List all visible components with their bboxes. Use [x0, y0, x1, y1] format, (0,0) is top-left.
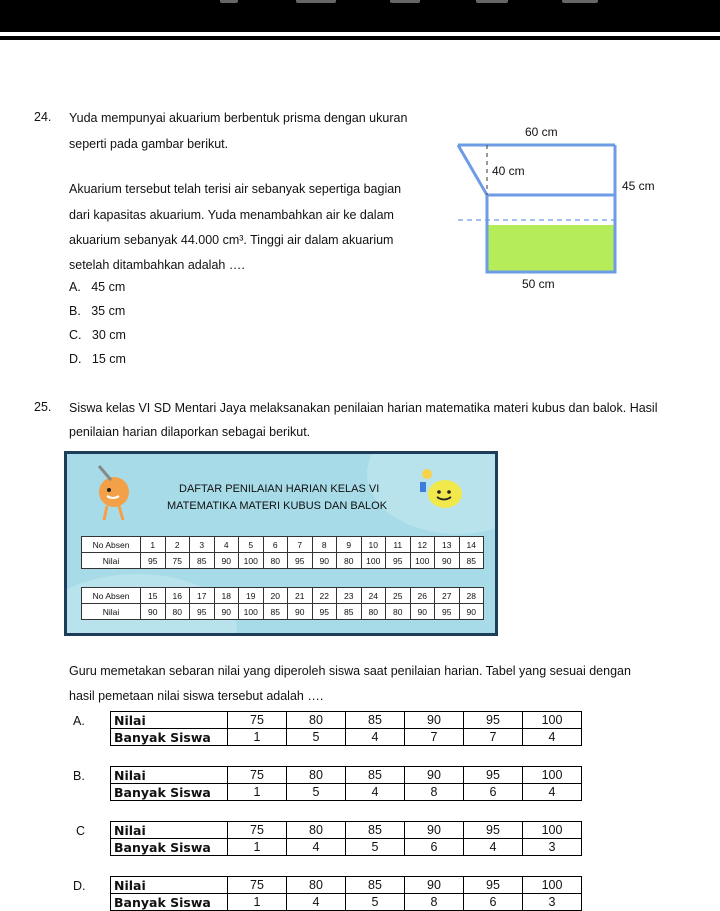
nilai-cell: 95 — [464, 877, 523, 894]
nilai-cell: 75 — [228, 877, 287, 894]
label-top: 60 cm — [525, 125, 558, 139]
banyak-cell: 7 — [464, 729, 523, 746]
label-height: 45 cm — [622, 179, 655, 193]
nilai-cell: 90 — [288, 604, 313, 620]
banyak-cell: 1 — [228, 784, 287, 801]
option-text: 30 cm — [91, 328, 126, 342]
nilai-cell: 95 — [464, 822, 523, 839]
nilai-cell: 90 — [312, 553, 337, 569]
absen-cell: 14 — [459, 537, 484, 553]
nilai-cell: 95 — [464, 712, 523, 729]
absen-cell: 8 — [312, 537, 337, 553]
option-a-table[interactable] — [110, 711, 582, 746]
absen-cell: 5 — [239, 537, 264, 553]
row-label-nilai: Nilai — [111, 822, 228, 839]
row-label-nilai: Nilai — [111, 767, 228, 784]
nilai-cell: 80 — [361, 604, 386, 620]
poster-subtitle: MATEMATIKA MATERI KUBUS DAN BALOK — [167, 500, 388, 512]
option-a[interactable] — [69, 280, 125, 294]
nilai-cell: 90 — [405, 767, 464, 784]
question-text: setelah ditambahkan adalah …. — [69, 258, 245, 272]
banyak-cell: 4 — [287, 839, 346, 856]
question-text: seperti pada gambar berikut. — [69, 137, 229, 151]
question-text: Siswa kelas VI SD Mentari Jaya melaksanakan penilaian harian matematika materi kubus dan balok. Hasil — [69, 401, 658, 415]
nilai-cell: 85 — [459, 553, 484, 569]
nilai-cell: 90 — [405, 877, 464, 894]
option-letter[interactable]: C — [76, 824, 86, 838]
aquarium-figure — [440, 118, 690, 298]
nilai-cell: 85 — [346, 767, 405, 784]
option-d-table[interactable] — [110, 876, 582, 911]
nilai-cell: 75 — [228, 712, 287, 729]
lightbulb-mascot-icon — [417, 468, 467, 516]
score-table-2 — [81, 587, 484, 620]
nilai-cell: 95 — [190, 604, 215, 620]
nilai-cell: 80 — [287, 877, 346, 894]
banyak-cell: 5 — [346, 894, 405, 911]
nilai-cell: 90 — [459, 604, 484, 620]
toolbar-tab[interactable] — [476, 0, 508, 3]
nilai-cell: 90 — [141, 604, 166, 620]
mascot-icon — [89, 462, 139, 526]
nilai-cell: 85 — [263, 604, 288, 620]
nilai-cell: 95 — [435, 604, 460, 620]
nilai-cell: 90 — [435, 553, 460, 569]
header-absen: No Absen — [82, 537, 141, 553]
nilai-cell: 95 — [464, 767, 523, 784]
nilai-cell: 75 — [228, 767, 287, 784]
nilai-cell: 80 — [287, 712, 346, 729]
row-label-banyak: Banyak Siswa — [111, 784, 228, 801]
question-text: akuarium sebanyak 44.000 cm³. Tinggi air dalam akuarium — [69, 233, 394, 247]
absen-cell: 20 — [263, 588, 288, 604]
toolbar-tab[interactable] — [296, 0, 336, 3]
absen-cell: 10 — [361, 537, 386, 553]
option-text: 15 cm — [91, 352, 126, 366]
banyak-cell: 3 — [523, 839, 582, 856]
nilai-cell: 80 — [386, 604, 411, 620]
absen-cell: 28 — [459, 588, 484, 604]
absen-cell: 26 — [410, 588, 435, 604]
option-b[interactable] — [69, 304, 125, 318]
nilai-cell: 90 — [214, 553, 239, 569]
score-table-1 — [81, 536, 484, 569]
banyak-cell: 6 — [464, 784, 523, 801]
absen-cell: 9 — [337, 537, 362, 553]
nilai-cell: 75 — [228, 822, 287, 839]
absen-cell: 2 — [165, 537, 190, 553]
absen-cell: 17 — [190, 588, 215, 604]
nilai-cell: 100 — [239, 604, 264, 620]
score-poster — [64, 451, 498, 636]
banyak-cell: 4 — [346, 729, 405, 746]
question-text: Yuda mempunyai akuarium berbentuk prisma dengan ukuran — [69, 111, 408, 125]
poster-title: DAFTAR PENILAIAN HARIAN KELAS VI — [179, 483, 380, 495]
banyak-cell: 4 — [523, 729, 582, 746]
banyak-cell: 8 — [405, 784, 464, 801]
question-text: Akuarium tersebut telah terisi air sebanyak sepertiga bagian — [69, 182, 402, 196]
nilai-cell: 90 — [405, 712, 464, 729]
option-text: 45 cm — [91, 280, 126, 294]
nilai-cell: 75 — [165, 553, 190, 569]
absen-cell: 1 — [141, 537, 166, 553]
absen-cell: 16 — [165, 588, 190, 604]
nilai-cell: 100 — [523, 822, 582, 839]
absen-cell: 19 — [239, 588, 264, 604]
nilai-cell: 85 — [346, 822, 405, 839]
absen-cell: 18 — [214, 588, 239, 604]
absen-cell: 27 — [435, 588, 460, 604]
header-absen: No Absen — [82, 588, 141, 604]
option-c[interactable] — [69, 328, 126, 342]
water-fill — [487, 225, 615, 272]
absen-cell: 22 — [312, 588, 337, 604]
nilai-cell: 85 — [190, 553, 215, 569]
banyak-cell: 4 — [464, 839, 523, 856]
banyak-cell: 5 — [287, 729, 346, 746]
banyak-cell: 6 — [405, 839, 464, 856]
option-letter[interactable]: D. — [73, 879, 86, 893]
nilai-cell: 80 — [287, 767, 346, 784]
option-letter[interactable]: B. — [73, 769, 85, 783]
nilai-cell: 100 — [523, 767, 582, 784]
banyak-cell: 4 — [287, 894, 346, 911]
banyak-cell: 3 — [523, 894, 582, 911]
option-text: 35 cm — [91, 304, 126, 318]
absen-cell: 15 — [141, 588, 166, 604]
toolbar-tab[interactable] — [390, 0, 420, 3]
absen-cell: 12 — [410, 537, 435, 553]
nilai-cell: 100 — [410, 553, 435, 569]
nilai-cell: 85 — [337, 604, 362, 620]
absen-cell: 7 — [288, 537, 313, 553]
question-text: dari kapasitas akuarium. Yuda menambahkan air ke dalam — [69, 208, 394, 222]
top-bar — [0, 0, 720, 32]
banyak-cell: 5 — [287, 784, 346, 801]
toolbar-tab[interactable] — [220, 0, 238, 3]
absen-cell: 21 — [288, 588, 313, 604]
row-label-nilai: Nilai — [111, 712, 228, 729]
nilai-cell: 80 — [337, 553, 362, 569]
row-label-nilai: Nilai — [111, 877, 228, 894]
option-letter: A. — [69, 280, 81, 294]
header-nilai: Nilai — [82, 553, 141, 569]
banyak-cell: 6 — [464, 894, 523, 911]
left-edge — [458, 145, 487, 195]
nilai-cell: 100 — [361, 553, 386, 569]
nilai-cell: 85 — [346, 877, 405, 894]
question-text: penilaian harian dilaporkan sebagai berikut. — [69, 425, 311, 439]
row-label-banyak: Banyak Siswa — [111, 894, 228, 911]
option-letter[interactable]: A. — [73, 714, 85, 728]
question-number: 24. — [34, 110, 52, 124]
question-text: hasil pemetaan nilai siswa tersebut adalah …. — [69, 689, 324, 703]
option-d[interactable] — [69, 352, 126, 366]
option-letter: C. — [69, 328, 82, 342]
nilai-cell: 80 — [287, 822, 346, 839]
absen-cell: 11 — [386, 537, 411, 553]
banyak-cell: 7 — [405, 729, 464, 746]
absen-cell: 3 — [190, 537, 215, 553]
nilai-cell: 100 — [523, 712, 582, 729]
label-bottom: 50 cm — [522, 277, 555, 291]
toolbar-tab[interactable] — [562, 0, 598, 3]
option-letter: B. — [69, 304, 81, 318]
question-number: 25. — [34, 400, 52, 414]
label-depth: 40 cm — [492, 164, 525, 178]
banyak-cell: 4 — [346, 784, 405, 801]
absen-cell: 24 — [361, 588, 386, 604]
absen-cell: 4 — [214, 537, 239, 553]
nilai-cell: 80 — [263, 553, 288, 569]
nilai-cell: 100 — [523, 877, 582, 894]
banyak-cell: 1 — [228, 839, 287, 856]
nilai-cell: 95 — [312, 604, 337, 620]
nilai-cell: 95 — [386, 553, 411, 569]
absen-cell: 23 — [337, 588, 362, 604]
nilai-cell: 90 — [214, 604, 239, 620]
option-c-table[interactable] — [110, 821, 582, 856]
banyak-cell: 1 — [228, 894, 287, 911]
nilai-cell: 100 — [239, 553, 264, 569]
row-label-banyak: Banyak Siswa — [111, 729, 228, 746]
absen-cell: 13 — [435, 537, 460, 553]
nilai-cell: 95 — [288, 553, 313, 569]
banyak-cell: 8 — [405, 894, 464, 911]
question-text: Guru memetakan sebaran nilai yang diperoleh siswa saat penilaian harian. Tabel yang sesuai dengan — [69, 664, 631, 678]
banyak-cell: 1 — [228, 729, 287, 746]
nilai-cell: 80 — [165, 604, 190, 620]
row-label-banyak: Banyak Siswa — [111, 839, 228, 856]
nilai-cell: 90 — [410, 604, 435, 620]
nilai-cell: 95 — [141, 553, 166, 569]
absen-cell: 25 — [386, 588, 411, 604]
header-nilai: Nilai — [82, 604, 141, 620]
option-b-table[interactable] — [110, 766, 582, 801]
divider — [0, 36, 720, 40]
banyak-cell: 5 — [346, 839, 405, 856]
nilai-cell: 85 — [346, 712, 405, 729]
option-letter: D. — [69, 352, 82, 366]
absen-cell: 6 — [263, 537, 288, 553]
banyak-cell: 4 — [523, 784, 582, 801]
nilai-cell: 90 — [405, 822, 464, 839]
